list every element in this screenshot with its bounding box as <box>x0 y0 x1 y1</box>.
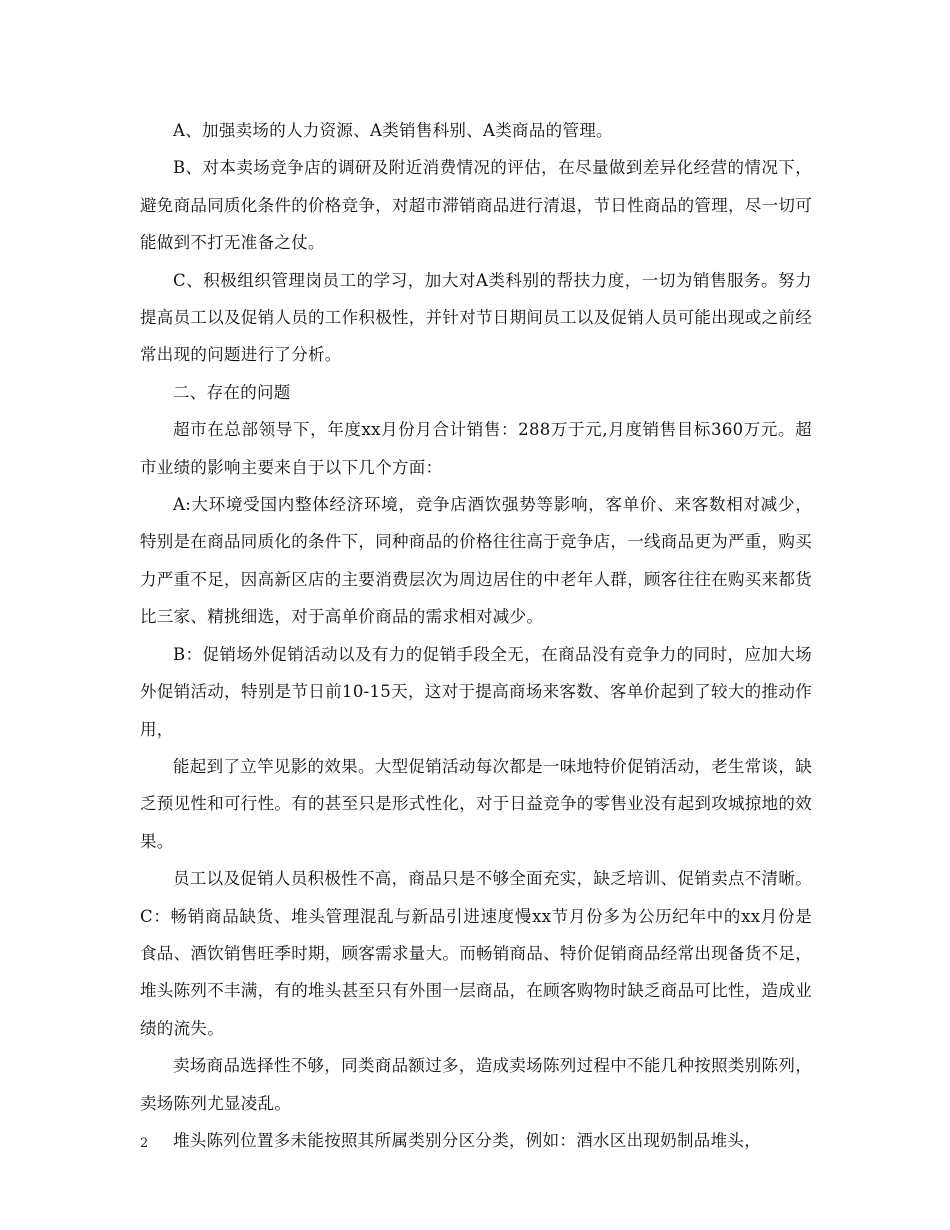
paragraph-sales-summary: 超市在总部领导下，年度xx月份月合计销售：288万于元,月度销售目标360万元。超市业绩的影响主要来自于以下几个方面： <box>140 420 812 477</box>
paragraph-display-placement: 堆头陈列位置多未能按照其所属类别分区分类，例如：酒水区出现奶制品堆头， <box>173 1130 761 1150</box>
document-body <box>140 112 812 1159</box>
paragraph-promotion-effect: 能起到了立竿见影的效果。大型促销活动每次都是一味地特价促销活动，老生常谈，缺乏预见性和可行性。有的甚至只是形式性化，对于日益竞争的零售业没有起到攻城掠地的效果。 <box>140 756 812 851</box>
paragraph-b-competitor-research: B、对本卖场竞争店的调研及附近消费情况的评估，在尽量做到差异化经营的情况下，避免商品同质化条件的价格竞争，对超市滞销商品进行清退，节日性商品的管理，尽一切可能做到不打无准备之仗。 <box>140 158 812 253</box>
paragraph-a-economic-environment: A:大环境受国内整体经济环境，竞争店酒饮强势等影响，客单价、来客数相对减少，特别是在商品同质化的条件下，同种商品的价格往往高于竞争店，一线商品更为严重，购买力严重不足，因高新区店的主要消费层次为周边居住的中老年人群，顾客往往在购买来都货比三家、精挑细选，对于高单价商品的需求相对减少。 <box>140 495 812 627</box>
paragraph-c-staff-training: C、积极组织管理岗员工的学习，加大对A类科别的帮扶力度，一切为销售服务。努力提高员工以及促销人员的工作积极性，并针对节日期间员工以及促销人员可能出现或之前经常出现的问题进行了分析。 <box>140 270 812 365</box>
page-number: 2 <box>140 1136 149 1151</box>
section-heading-existing-problems: 二、存在的问题 <box>173 382 291 402</box>
paragraph-product-selection: 卖场商品选择性不够，同类商品额过多，造成卖场陈列过程中不能几种按照类别陈列，卖场陈列尤显凌乱。 <box>140 1056 812 1113</box>
paragraph-b-promotion: B：促销场外促销活动以及有力的促销手段全无，在商品没有竞争力的同时，应加大场外促销活动，特别是节日前10-15天，这对于提高商场来客数、客单价起到了较大的推动作用， <box>140 644 812 739</box>
paragraph-a-hr-management: A、加强卖场的人力资源、A类销售科别、A类商品的管理。 <box>173 121 613 140</box>
paragraph-c-stock-shortage: 员工以及促销人员积极性不高，商品只是不够全面充实，缺乏培训、促销卖点不清晰。C：畅销商品缺货、堆头管理混乱与新品引进速度慢xx节月份多为公历纪年中的xx月份是食品、酒饮销售旺季时期，顾客需求量大。而畅销商品、特价促销商品经常出现备货不足，堆头陈列不丰满，有的堆头甚至只有外围一层商品，在顾客购物时缺乏商品可比性，造成业绩的流失。 <box>140 869 812 1038</box>
